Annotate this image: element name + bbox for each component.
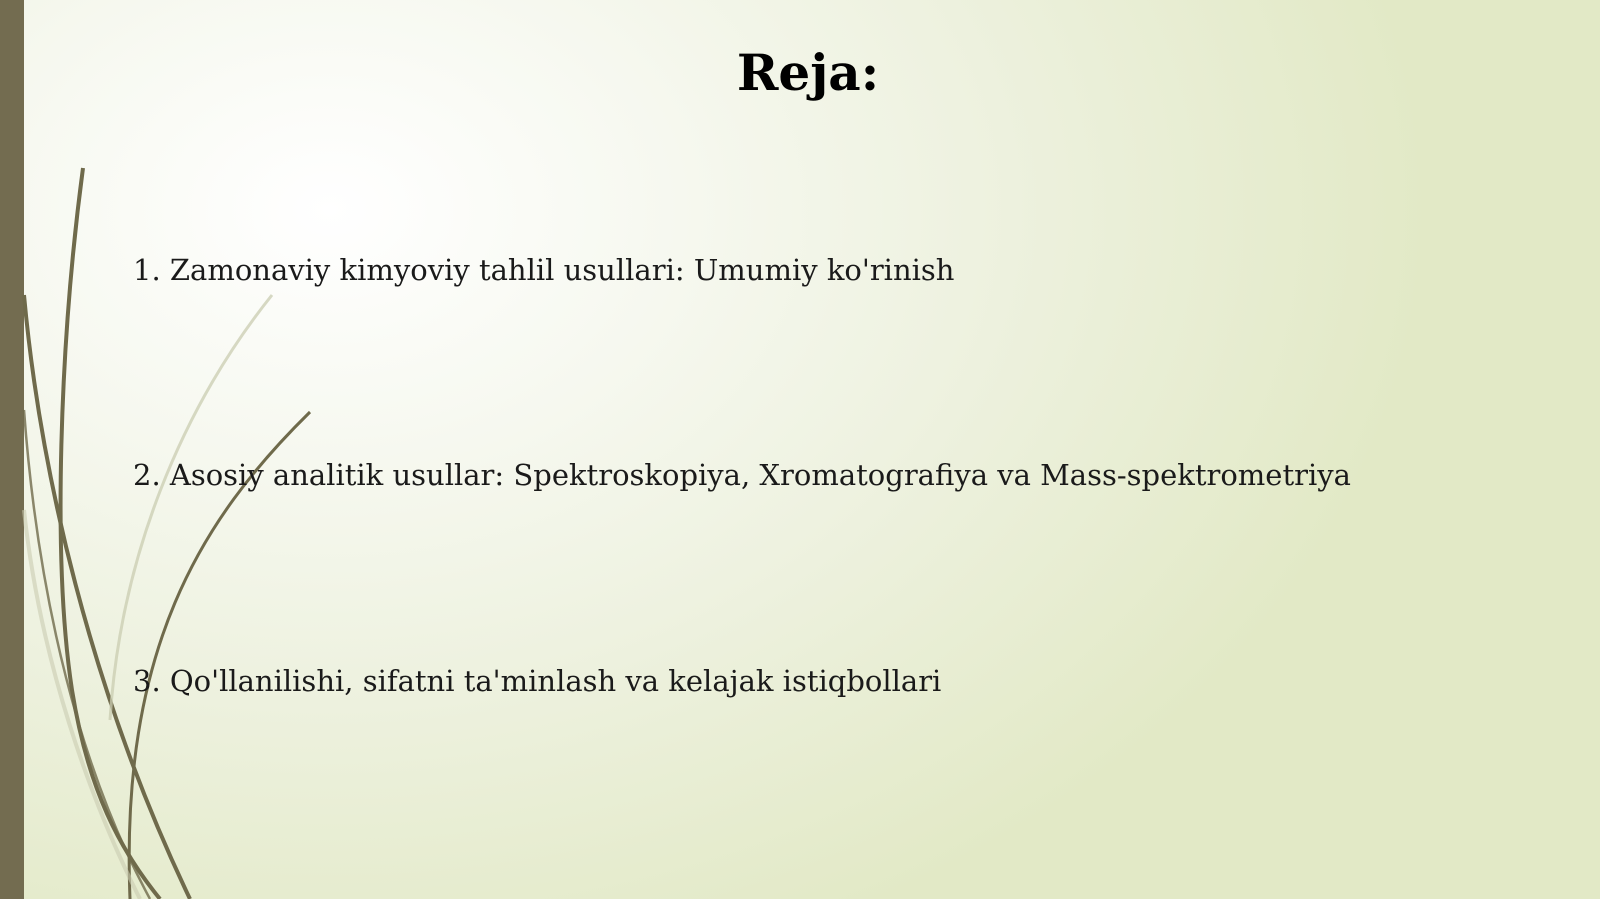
grass-decoration-icon [0,0,340,899]
plan-item-1: 1. Zamonaviy kimyoviy tahlil usullari: Umumiy ko'rinish [133,253,955,287]
plan-item-3: 3. Qo'llanilishi, sifatni ta'minlash va kelajak istiqbollari [133,664,942,698]
slide-title: Reja: [736,43,880,102]
plan-item-2: 2. Asosiy analitik usullar: Spektroskopiya, Xromatografiya va Mass-spektrometriya [133,458,1351,492]
